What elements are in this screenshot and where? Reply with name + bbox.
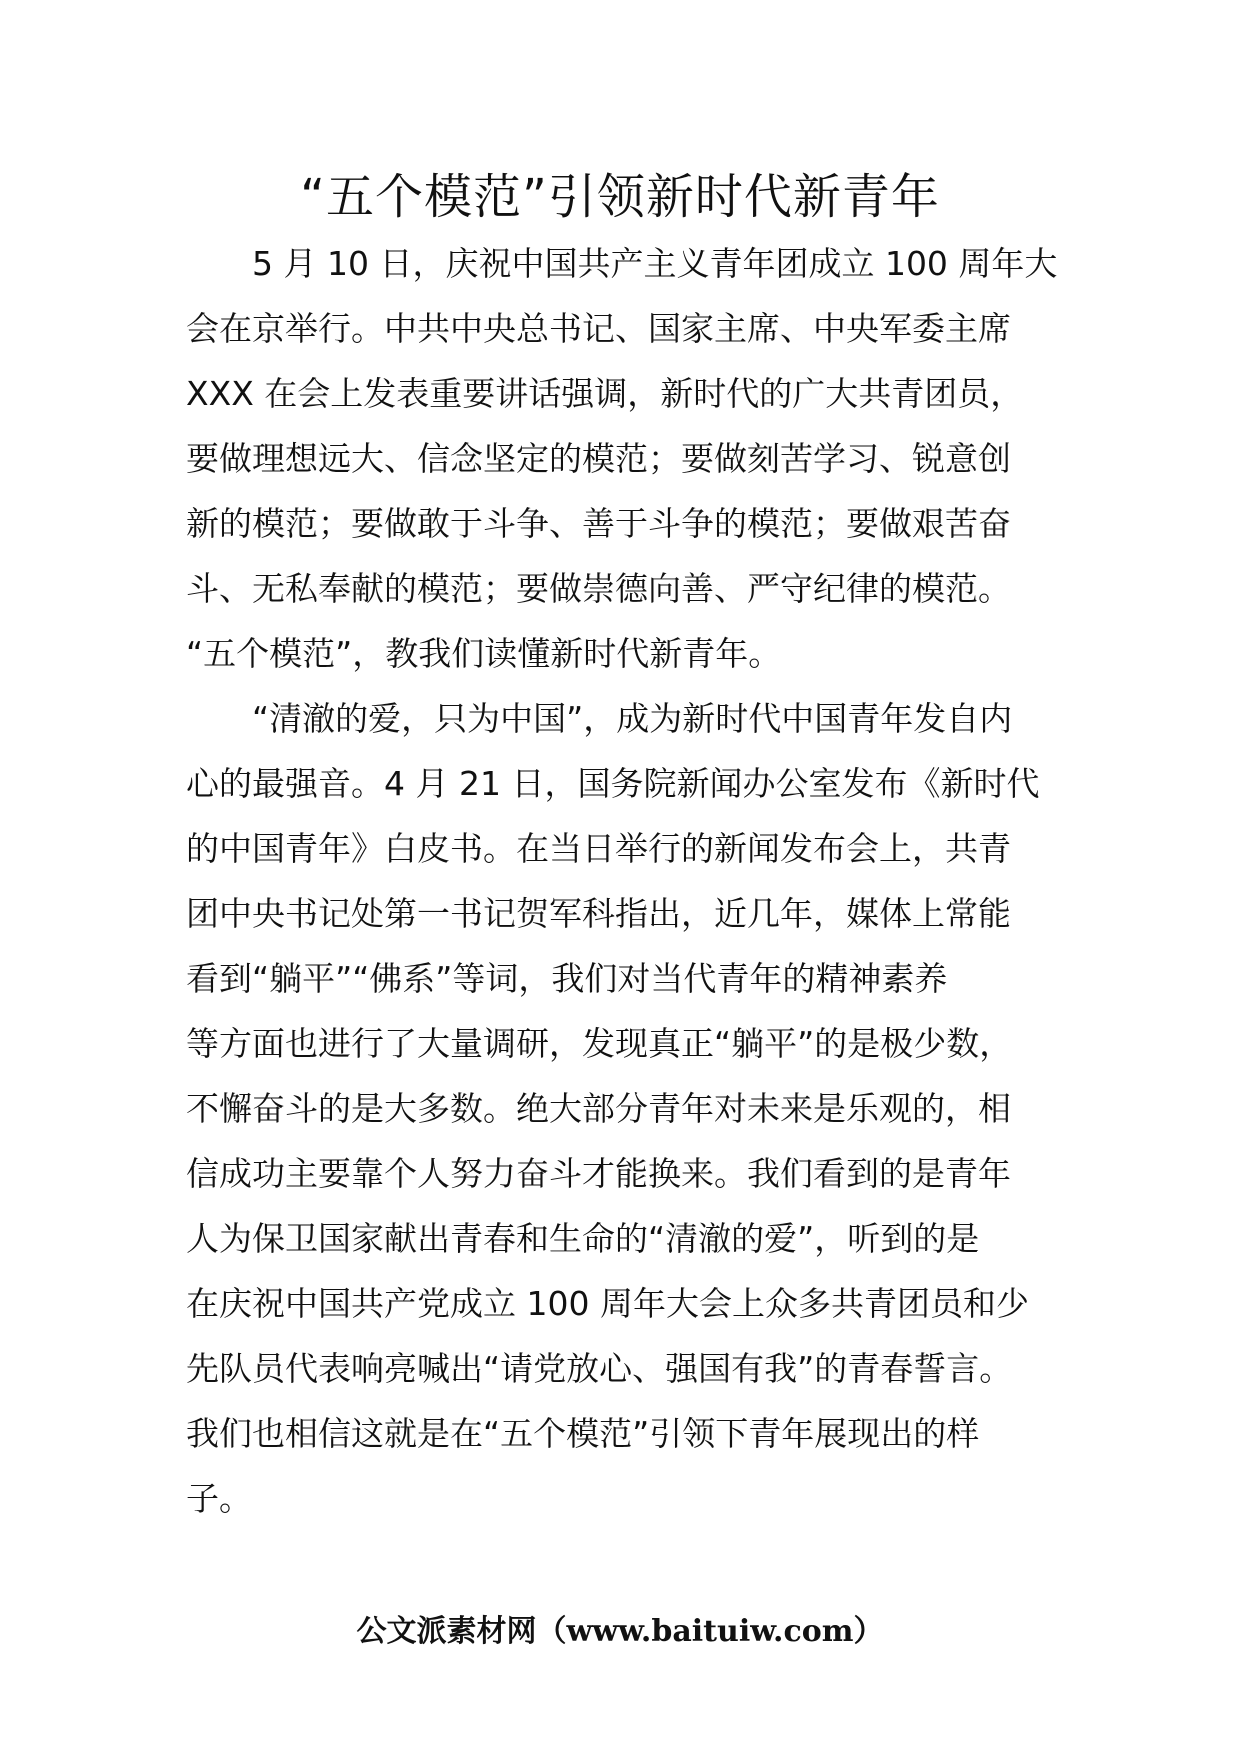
body-line: 子。 [186, 1479, 252, 1518]
body-line: 团中央书记处第一书记贺军科指出，近几年，媒体上常能 [186, 894, 1011, 933]
body-line: 的中国青年》白皮书。在当日举行的新闻发布会上，共青 [186, 829, 1011, 868]
body-line: 在庆祝中国共产党成立 100 周年大会上众多共青团员和少 [186, 1284, 1029, 1323]
body-line: 斗、无私奉献的模范；要做崇德向善、严守纪律的模范。 [186, 569, 1011, 608]
body-line: 看到“躺平”“佛系”等词，我们对当代青年的精神素养 [186, 959, 948, 998]
body-line: XXX 在会上发表重要讲话强调，新时代的广大共青团员， [186, 374, 1024, 413]
body-line: 心的最强音。4 月 21 日，国务院新闻办公室发布《新时代 [186, 764, 1040, 803]
body-line: 要做理想远大、信念坚定的模范；要做刻苦学习、锐意创 [186, 439, 1011, 478]
body-line: 信成功主要靠个人努力奋斗才能换来。我们看到的是青年 [186, 1154, 1011, 1193]
body-line: “清澈的爱，只为中国”，成为新时代中国青年发自内 [186, 699, 1013, 738]
document-title: “五个模范”引领新时代新青年 [300, 169, 940, 225]
body-line: 人为保卫国家献出青春和生命的“清澈的爱”，听到的是 [186, 1219, 980, 1258]
body-line: 会在京举行。中共中央总书记、国家主席、中央军委主席 [186, 309, 1011, 348]
body-line: 我们也相信这就是在“五个模范”引领下青年展现出的样 [186, 1414, 980, 1453]
body-line: 等方面也进行了大量调研，发现真正“躺平”的是极少数， [186, 1024, 1013, 1063]
body-line: 先队员代表响亮喊出“请党放心、强国有我”的青春誓言。 [186, 1349, 1013, 1388]
body-line: 不懈奋斗的是大多数。绝大部分青年对未来是乐观的，相 [186, 1089, 1011, 1128]
body-line: 5 月 10 日，庆祝中国共产主义青年团成立 100 周年大 [186, 244, 1058, 283]
footer-watermark: 公文派素材网（www.baituiw.com） [356, 1614, 884, 1649]
body-line: 新的模范；要做敢于斗争、善于斗争的模范；要做艰苦奋 [186, 504, 1011, 543]
document-body [186, 231, 1066, 1531]
body-line: “五个模范”，教我们读懂新时代新青年。 [186, 634, 782, 673]
